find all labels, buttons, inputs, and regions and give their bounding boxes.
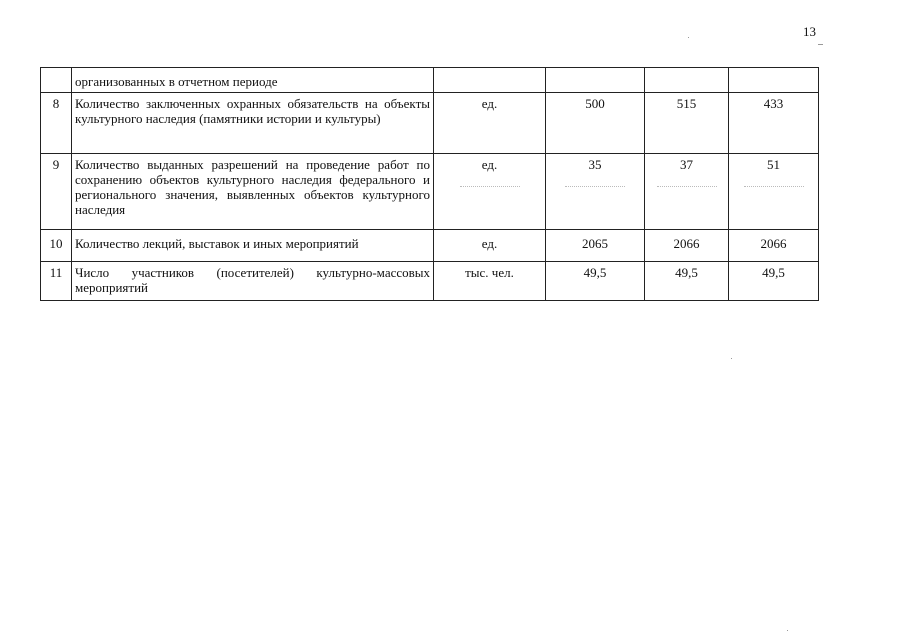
unit-cell: тыс. чел. bbox=[434, 262, 546, 301]
table-row bbox=[41, 93, 819, 154]
scan-dotted-line bbox=[565, 186, 625, 187]
value-cell-3 bbox=[729, 154, 819, 230]
value-cell-3: 49,5 bbox=[729, 262, 819, 301]
value-text: 51 bbox=[767, 157, 780, 172]
value-cell-1: 500 bbox=[546, 93, 645, 154]
table-row bbox=[41, 262, 819, 301]
unit-cell bbox=[434, 68, 546, 93]
value-cell-2 bbox=[645, 68, 729, 93]
row-number: 8 bbox=[41, 93, 72, 154]
value-cell-1: 2065 bbox=[546, 230, 645, 262]
value-cell-3: 2066 bbox=[729, 230, 819, 262]
unit-cell: ед. bbox=[434, 93, 546, 154]
scan-speck bbox=[688, 37, 689, 38]
indicator-name: Количество выданных разрешений на проведение работ по сохранению объектов культурного наследия федерального и регионального значения, выявленных объектов культурного наследия bbox=[72, 154, 434, 230]
value-cell-1: 49,5 bbox=[546, 262, 645, 301]
row-number: 11 bbox=[41, 262, 72, 301]
indicator-name: Число участников (посетителей) культурно-массовых мероприятий bbox=[72, 262, 434, 301]
value-cell-2: 515 bbox=[645, 93, 729, 154]
unit-text: ед. bbox=[481, 157, 498, 172]
table-row bbox=[41, 68, 819, 93]
value-text: 35 bbox=[588, 157, 602, 172]
row-number: 9 bbox=[41, 154, 72, 230]
scan-speck bbox=[818, 44, 823, 45]
indicators-table bbox=[40, 67, 819, 301]
value-cell-1 bbox=[546, 154, 645, 230]
value-cell-2 bbox=[645, 154, 729, 230]
unit-cell: ед. bbox=[434, 230, 546, 262]
value-cell-2: 49,5 bbox=[645, 262, 729, 301]
value-cell-2: 2066 bbox=[645, 230, 729, 262]
table-row bbox=[41, 230, 819, 262]
value-cell-3: 433 bbox=[729, 93, 819, 154]
scan-speck bbox=[731, 358, 732, 359]
value-text: 37 bbox=[680, 157, 693, 172]
value-cell-3 bbox=[729, 68, 819, 93]
unit-cell bbox=[434, 154, 546, 230]
scan-dotted-line bbox=[460, 186, 520, 187]
indicator-name: Количество лекций, выставок и иных мероприятий bbox=[72, 230, 434, 262]
value-cell-1 bbox=[546, 68, 645, 93]
page-number: 13 bbox=[803, 24, 816, 39]
table-row bbox=[41, 154, 819, 230]
indicator-name: организованных в отчетном периоде bbox=[72, 68, 434, 93]
indicator-name: Количество заключенных охранных обязательств на объекты культурного наследия (памятники истории и культуры) bbox=[72, 93, 434, 154]
scan-dotted-line bbox=[744, 186, 804, 187]
row-number bbox=[41, 68, 72, 93]
scan-dotted-line bbox=[657, 186, 717, 187]
row-number: 10 bbox=[41, 230, 72, 262]
scan-speck bbox=[787, 630, 788, 631]
